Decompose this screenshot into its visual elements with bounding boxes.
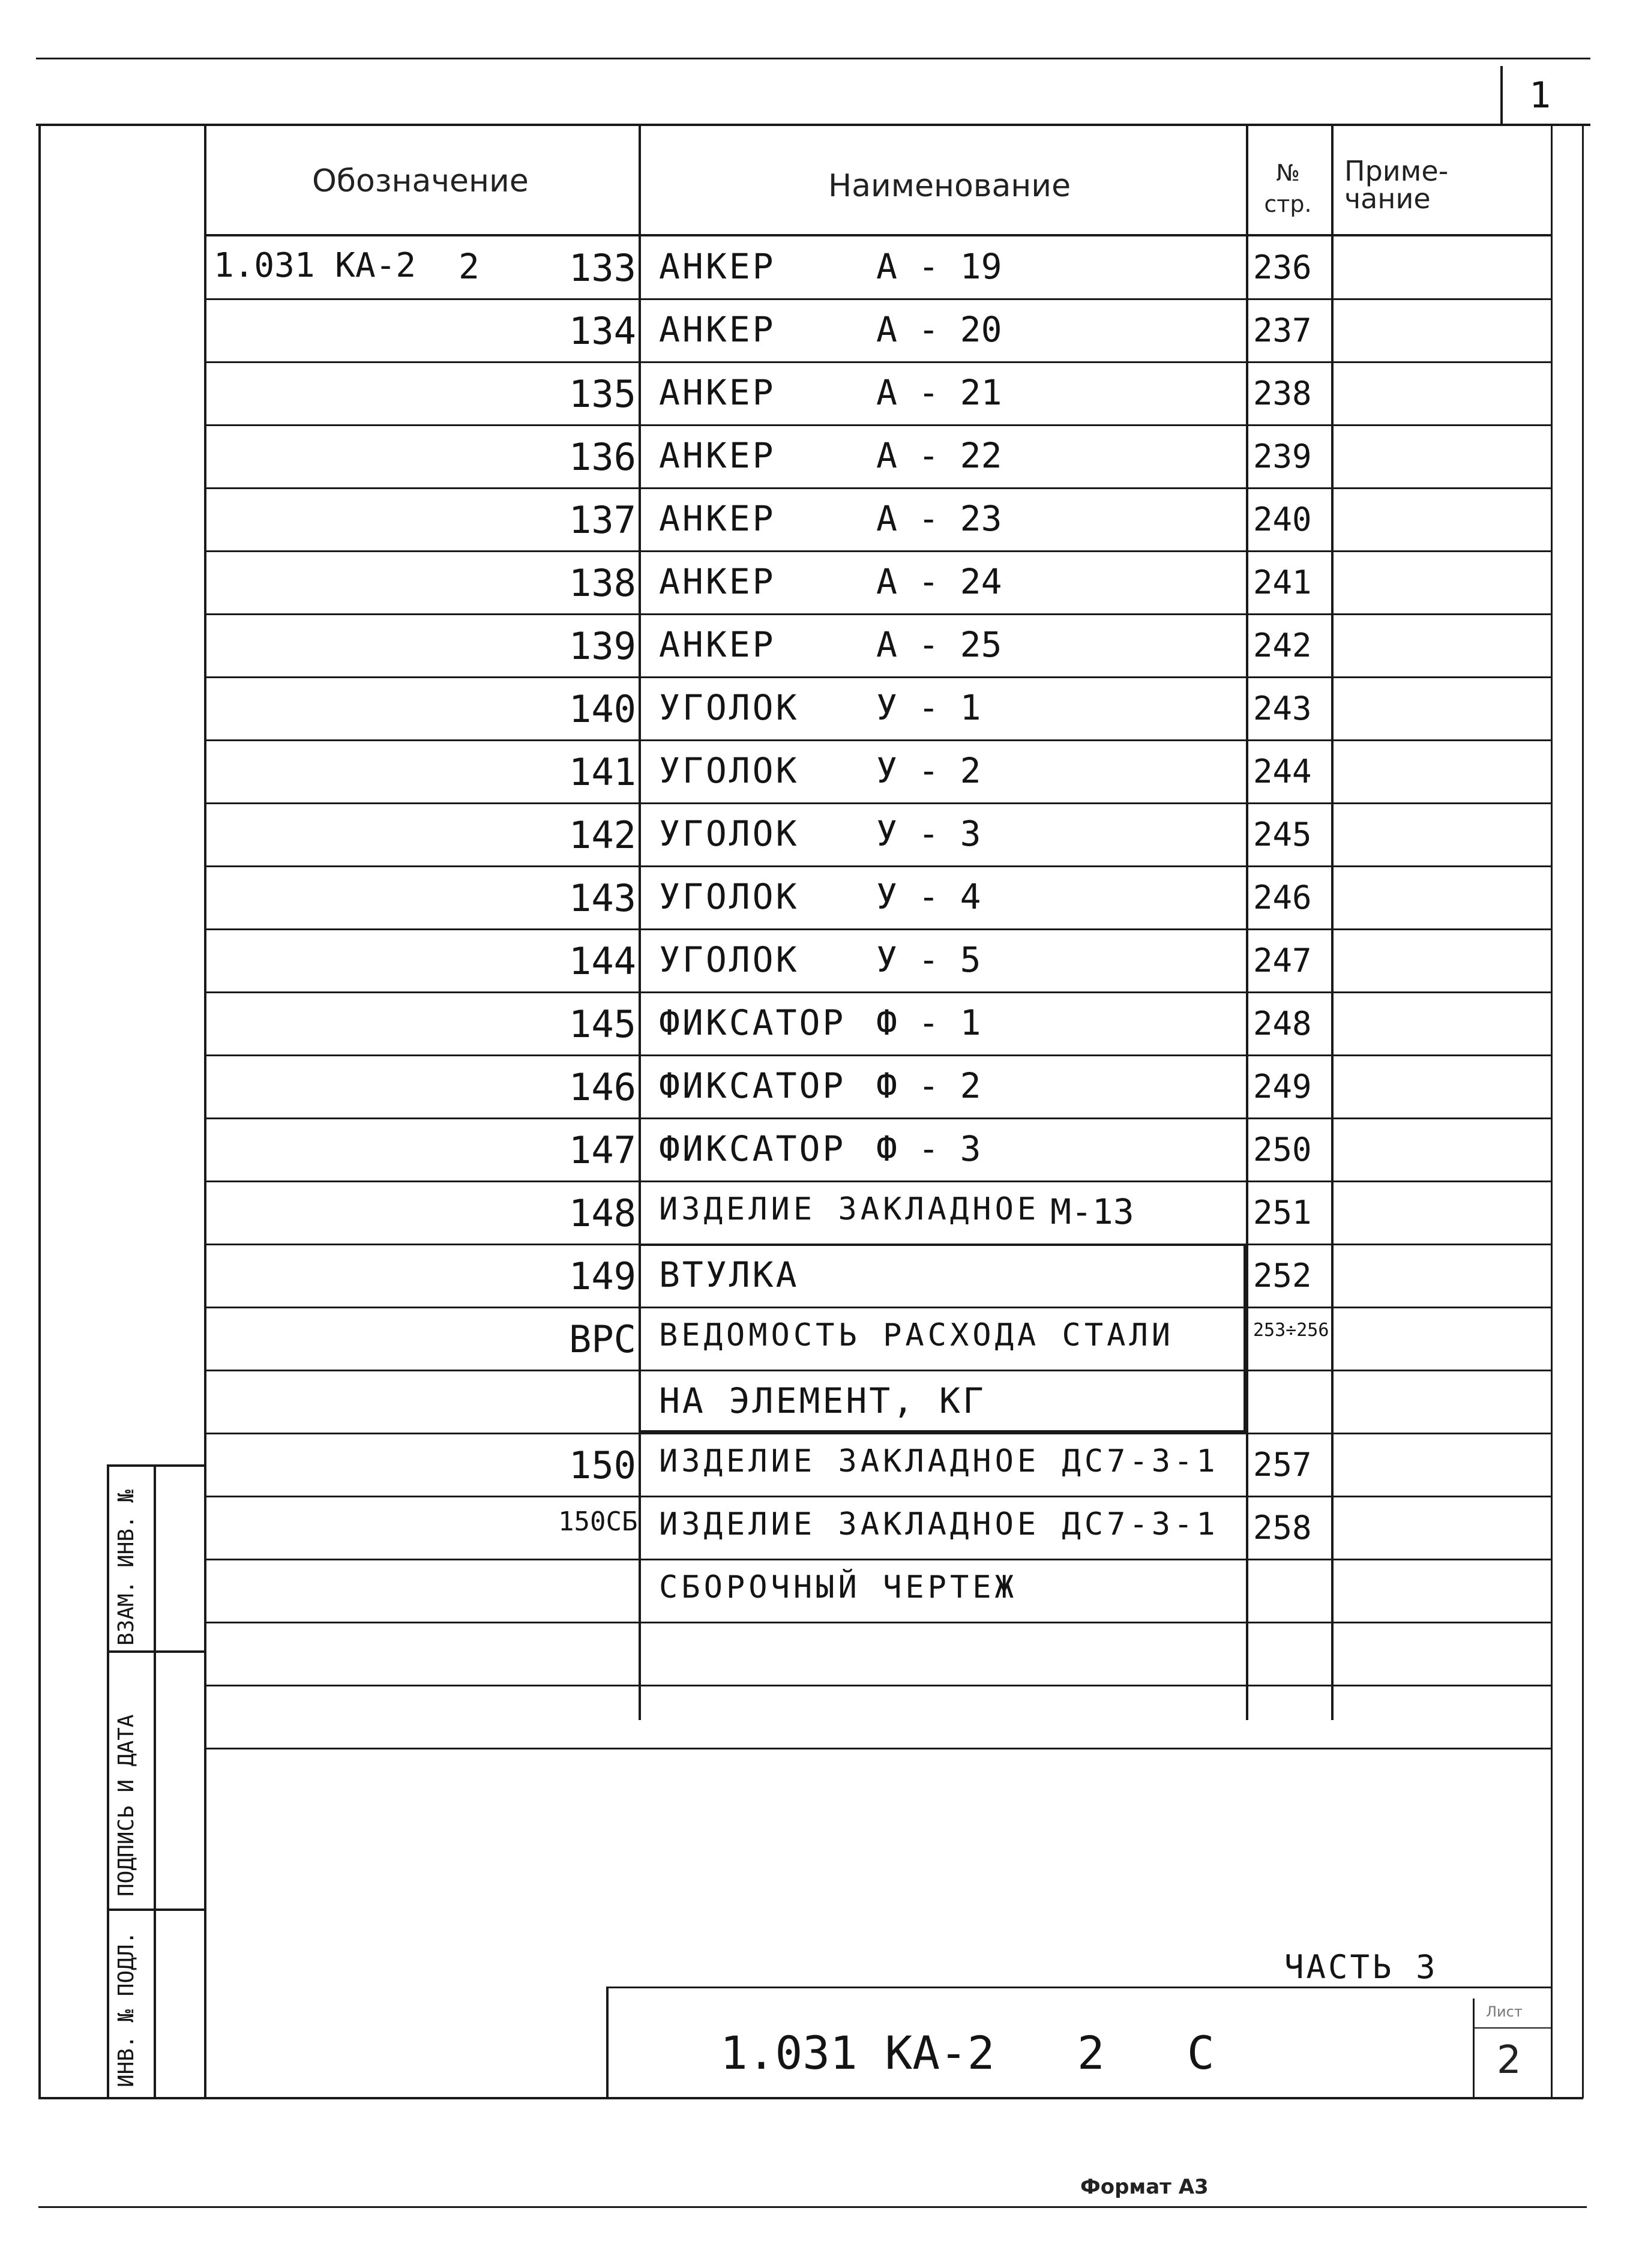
col-line-name-left (639, 124, 641, 1720)
row-position: 145 (569, 1002, 636, 1046)
row-mark: А - 23 (876, 498, 1002, 539)
row-doc-code: 1.031 КА-2 (214, 246, 417, 285)
sheet-number-divider (1500, 66, 1503, 125)
row-name: АНКЕР (659, 624, 776, 665)
row-mark: У - 5 (876, 939, 981, 980)
row-name: УГОЛОК (659, 813, 799, 854)
row-position: 150СБ (558, 1506, 638, 1537)
table-row-line (204, 1117, 1552, 1119)
row-page: 247 (1253, 942, 1312, 979)
stamp-sign-date: ПОДПИСЬ И ДАТА (114, 1714, 139, 1897)
col-line-designation-left (204, 124, 206, 2098)
row-page: 239 (1253, 438, 1312, 475)
row-page: 244 (1253, 753, 1312, 790)
row-page: 237 (1253, 311, 1312, 349)
row-issue: 2 (459, 246, 480, 287)
row-name: АНКЕР (659, 309, 776, 350)
row-position: 134 (569, 309, 636, 353)
row-mark: У - 3 (876, 813, 981, 854)
frame-right-line (1582, 124, 1584, 2098)
row-name: ФИКСАТОР (659, 1128, 846, 1169)
title-block-top-line (606, 1987, 1552, 1988)
row-name: ВЕДОМОСТЬ РАСХОДА СТАЛИ (659, 1317, 1174, 1353)
row-position: 137 (569, 498, 636, 542)
header-name: Наименование (828, 168, 1071, 204)
row-mark: Ф - 2 (876, 1065, 981, 1106)
row-name: АНКЕР (659, 435, 776, 476)
row-position: 141 (569, 750, 636, 794)
row-position: 138 (569, 561, 636, 605)
header-note: Приме- чание (1344, 155, 1449, 215)
col-line-note-left (1331, 124, 1334, 1720)
row-mark: Ф - 3 (876, 1128, 981, 1169)
row-page: 243 (1253, 690, 1312, 727)
row-position: 146 (569, 1065, 636, 1109)
title-sheet-label: Лист (1486, 2003, 1523, 2020)
row-page: 241 (1253, 564, 1312, 601)
header-page-no: № стр. (1264, 160, 1312, 217)
row-page: 257 (1253, 1446, 1312, 1484)
row-mark: А - 25 (876, 624, 1002, 665)
row-position: 140 (569, 687, 636, 731)
frame-bottom-line (38, 2097, 1583, 2099)
row-page: 236 (1253, 248, 1312, 286)
row-page: 242 (1253, 627, 1312, 664)
row-page: 246 (1253, 879, 1312, 916)
table-row-line (204, 298, 1552, 300)
title-code: 1.031 КА-2 2 С (720, 2026, 1215, 2080)
bottom-border-line (38, 2206, 1587, 2208)
row-name: СБОРОЧНЫЙ ЧЕРТЕЖ (659, 1569, 1017, 1605)
table-row-line (204, 424, 1552, 426)
row-name: ИЗДЕЛИЕ ЗАКЛАДНОЕ (659, 1191, 1040, 1227)
table-row-line (204, 991, 1552, 993)
table-row-line (204, 1622, 1552, 1623)
row-position: 148 (569, 1191, 636, 1235)
title-sheet-number: 2 (1497, 2038, 1521, 2083)
table-row-line (204, 550, 1552, 552)
row-position: ВРС (569, 1317, 636, 1361)
row-page: 248 (1253, 1005, 1312, 1042)
row-name: ФИКСАТОР (659, 1002, 846, 1043)
row-page: 245 (1253, 816, 1312, 853)
header-band-line (36, 124, 1590, 126)
row-name: АНКЕР (659, 246, 776, 287)
row-page: 250 (1253, 1131, 1312, 1169)
steel-consumption-box (639, 1244, 1246, 1433)
row-mark: У - 4 (876, 876, 981, 917)
format-label: Формат А3 (1080, 2175, 1209, 2199)
row-name: ИЗДЕЛИЕ ЗАКЛАДНОЕ ДС7-3-1 (659, 1506, 1219, 1542)
row-name: НА ЭЛЕМЕНТ, КГ (659, 1380, 986, 1421)
stamp-top-line (107, 1464, 205, 1467)
row-position: 143 (569, 876, 636, 920)
row-page: 238 (1253, 374, 1312, 412)
stamp-left-line (107, 1464, 109, 2098)
table-row-line (204, 1748, 1552, 1749)
table-row-line (204, 928, 1552, 930)
row-name: ВТУЛКА (659, 1254, 799, 1295)
table-row-line (204, 676, 1552, 678)
sheet-number-top: 1 (1529, 74, 1551, 116)
frame-left-line (38, 124, 41, 2098)
table-row-line (204, 613, 1552, 615)
row-position: 133 (569, 246, 636, 290)
title-block-sheet-line (1473, 1999, 1475, 2098)
title-block-left-line (606, 1987, 609, 2098)
row-position: 149 (569, 1254, 636, 1298)
frame-inner-right-line (1551, 124, 1553, 2098)
row-position: 135 (569, 372, 636, 416)
table-row-line (204, 865, 1552, 867)
row-page: 252 (1253, 1257, 1312, 1295)
row-name: УГОЛОК (659, 876, 799, 917)
row-name: АНКЕР (659, 372, 776, 413)
table-row-line (204, 802, 1552, 804)
stamp-sep-1 (107, 1650, 205, 1653)
row-mark: А - 20 (876, 309, 1002, 350)
row-page: 251 (1253, 1194, 1312, 1232)
row-position: 136 (569, 435, 636, 479)
row-position: 142 (569, 813, 636, 857)
row-name: УГОЛОК (659, 939, 799, 980)
table-row-line (204, 1685, 1552, 1686)
row-page: 249 (1253, 1068, 1312, 1105)
row-position: 150 (569, 1443, 636, 1487)
row-mark: У - 2 (876, 750, 981, 791)
col-line-page-left (1246, 124, 1248, 1720)
stamp-inv-repl: ВЗАМ. ИНВ. № (114, 1489, 139, 1646)
row-name: УГОЛОК (659, 750, 799, 791)
stamp-sep-2 (107, 1909, 205, 1911)
table-row-line (204, 361, 1552, 363)
row-mark: А - 19 (876, 246, 1002, 287)
row-mark: А - 22 (876, 435, 1002, 476)
row-name: АНКЕР (659, 561, 776, 602)
row-name: ИЗДЕЛИЕ ЗАКЛАДНОЕ ДС7-3-1 (659, 1443, 1219, 1479)
header-bottom-line (204, 234, 1552, 236)
table-row-line (204, 1559, 1552, 1560)
table-row-line (204, 1054, 1552, 1056)
row-mark: У - 1 (876, 687, 981, 728)
table-row-line (204, 739, 1552, 741)
row-mark: А - 21 (876, 372, 1002, 413)
row-name: УГОЛОК (659, 687, 799, 728)
row-page: 240 (1253, 501, 1312, 538)
row-name: ФИКСАТОР (659, 1065, 846, 1106)
row-mark: Ф - 1 (876, 1002, 981, 1043)
row-name: АНКЕР (659, 498, 776, 539)
table-row-line (204, 487, 1552, 489)
row-page: 258 (1253, 1509, 1312, 1547)
table-row-line (204, 1496, 1552, 1497)
row-position: 139 (569, 624, 636, 668)
table-row-line (204, 1433, 1552, 1434)
title-part: ЧАСТЬ 3 (1284, 1948, 1438, 1986)
row-position: 144 (569, 939, 636, 983)
stamp-mid-line (154, 1464, 156, 2098)
table-row-line (204, 1181, 1552, 1182)
stamp-inv-orig: ИНВ. № ПОДЛ. (114, 1931, 139, 2087)
top-border-line (36, 58, 1590, 59)
header-designation: Обозначение (312, 163, 529, 199)
row-page: 253÷256 (1253, 1320, 1329, 1341)
row-mark: М-13 (1050, 1191, 1134, 1232)
row-position: 147 (569, 1128, 636, 1172)
row-mark: А - 24 (876, 561, 1002, 602)
title-block-sheet-sep (1473, 2027, 1552, 2029)
